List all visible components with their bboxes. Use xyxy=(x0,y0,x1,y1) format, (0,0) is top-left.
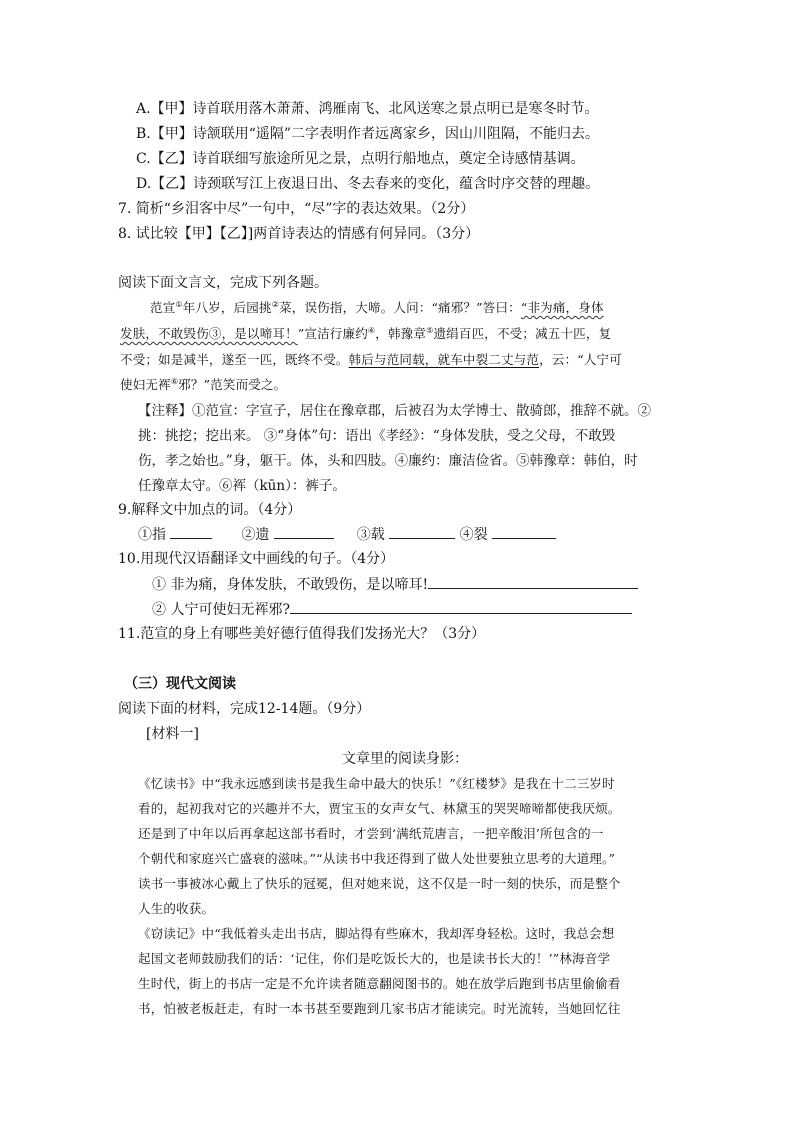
word-3-label: ③载 xyxy=(356,527,385,543)
annotation-line-2: 挑：挑挖；挖出来。 ③“身体”句：语出《孝经》：“身体发肤，受之父母，不敢毁 xyxy=(138,428,616,444)
note-marker: ② xyxy=(271,299,280,309)
note-marker: ④ xyxy=(367,325,376,335)
material-title: 文章里的阅读身影： xyxy=(342,751,468,767)
option-b: B.【甲】诗颔联用“遥隔”二字表明作者远离家乡，因山川阻隔，不能归去。 xyxy=(136,126,600,142)
passage-text: ”宣洁行廉约 xyxy=(297,326,368,341)
passage-text: 年八岁，后园挑 xyxy=(182,300,272,315)
translate-sentence-2: ② 人宁可使妇无裈邪? xyxy=(152,602,290,618)
passage-text: ，韩豫章 xyxy=(375,326,427,341)
option-c: C.【乙】诗首联细写旅途所见之景，点明行船地点，奠定全诗感情基调。 xyxy=(136,151,585,167)
answer-blank-4[interactable] xyxy=(492,524,556,539)
translate-item-1 xyxy=(152,574,638,595)
material-line-1: 《忆读书》中“我永远感到读书是我生命中最大的快乐！”《红楼梦》是我在十二三岁时 xyxy=(138,776,615,791)
material-line-6: 人生的收获。 xyxy=(138,901,215,916)
annotation-line-1: 【注释】①范宣：字宣子，居住在豫章郡，后被召为太学博士、散骑郎，推辞不就。② xyxy=(138,403,651,419)
translate-blank-2[interactable] xyxy=(290,599,632,614)
annotation-line-4: 任豫章太守。⑥裈（kūn）：裤子。 xyxy=(138,478,346,494)
passage-text: 使妇无裈 xyxy=(120,377,171,392)
passage-text: ，云：“人宁可 xyxy=(539,352,622,367)
passage-line-1 xyxy=(150,298,604,318)
answer-blank-1[interactable] xyxy=(170,524,212,539)
passage-text: 范宣 xyxy=(150,300,176,315)
option-d: D.【乙】诗颈联写江上夜退日出、冬去春来的变化，蕴含时序交替的理趣。 xyxy=(136,176,600,192)
passage-line-4 xyxy=(120,375,286,395)
passage-text: 不受；如是减半，遂至一匹，既终不受。 xyxy=(120,352,349,367)
passage-text: 邪？”范笑而受之。 xyxy=(178,377,287,392)
option-a: A.【甲】诗首联用落木萧萧、鸿雁南飞、北风送寒之景点明已是寒冬时节。 xyxy=(136,101,599,117)
passage-line-2 xyxy=(120,324,611,344)
question-7: 7. 简析“乡泪客中尽”一句中，“尽”字的表达效果。（2分） xyxy=(118,201,475,217)
material-line-3: 还是到了中年以后再拿起这部书看时，才尝到‘满纸荒唐言，一把辛酸泪’所包含的一 xyxy=(138,826,604,841)
material-line-5: 读书一事被冰心戴上了快乐的冠冕，但对她来说，这不仅是一时一刻的快乐，而是整个 xyxy=(138,876,621,891)
note-marker: ⑤ xyxy=(426,325,434,335)
material-line-8: 起国文老师鼓励我们的话：‘记住，你们是吃饭长大的，也是读书长大的！’”林海音学 xyxy=(138,951,611,966)
translate-item-2 xyxy=(152,599,632,620)
material-line-2: 看的，起初我对它的兴趣并不大，贾宝玉的女声女气、林黛玉的哭哭啼啼都使我厌烦。 xyxy=(138,801,621,816)
question-9-blanks xyxy=(138,524,556,545)
annotation-line-3: 伤，孝之始也。”身，躯干。体，头和四肢。④廉约：廉洁俭省。⑤韩豫章：韩伯，时 xyxy=(138,453,638,469)
underlined-sentence-1-cont: 发肤，不敢毁伤③，是以啼耳！ xyxy=(120,326,298,341)
question-11: 11.范宣的身上有哪些美好德行值得我们发扬光大？（3分） xyxy=(118,626,486,642)
material-line-4: 个朝代和家庭兴亡盛衰的滋味。”“从读书中我还得到了做人处世要独立思考的大道理。” xyxy=(138,851,616,866)
modern-intro: 阅读下面的材料，完成12-14题。（9分） xyxy=(118,701,371,717)
translate-sentence-1: ① 非为痛，身体发肤，不敢毁伤，是以啼耳! xyxy=(152,577,429,593)
answer-blank-3[interactable] xyxy=(389,524,455,539)
question-9: 9.解释文中加点的词。（4分） xyxy=(118,502,302,518)
material-line-9: 生时代，街上的书店一定是不允许读者随意翻阅图书的。她在放学后跑到书店里偷偷看 xyxy=(138,976,621,991)
material-line-7: 《窃读记》中“我低着头走出书店，脚站得有些麻木，我却浑身轻松。这时，我总会想 xyxy=(138,926,615,941)
word-1-label: ①指 xyxy=(138,527,166,543)
material-label: [材料一] xyxy=(146,726,199,742)
passage-text: 遗绢百匹，不受；减五十匹，复 xyxy=(433,326,612,341)
passage-text: 菜，误伤指，大啼。人问：“痛邪？”答曰： xyxy=(279,300,521,315)
material-line-10: 书，怕被老板赶走，有时一本书甚至要跑到几家书店才能读完。时光流转，当她回忆往 xyxy=(138,1001,621,1016)
answer-blank-2[interactable] xyxy=(274,524,334,539)
word-2-label: ②遗 xyxy=(241,527,270,543)
section-heading: （三）现代文阅读 xyxy=(124,676,236,692)
translate-blank-1[interactable] xyxy=(428,574,638,589)
underlined-sentence-1: “非为痛，身体 xyxy=(520,300,604,315)
note-marker: ⑥ xyxy=(170,376,179,386)
passage-line-3 xyxy=(120,350,622,370)
word-4-label: ④裂 xyxy=(459,527,488,543)
question-8: 8. 试比较【甲】【乙】]两首诗表达的情感有何异同。（3分） xyxy=(118,226,480,242)
note-marker: ① xyxy=(175,299,183,309)
underlined-sentence-2: 韩后与范同载，就车中裂二丈与范 xyxy=(348,352,540,367)
question-10: 10.用现代汉语翻译文中画线的句子。（4分） xyxy=(118,551,395,567)
classical-intro: 阅读下面文言文，完成下列各题。 xyxy=(118,275,328,291)
